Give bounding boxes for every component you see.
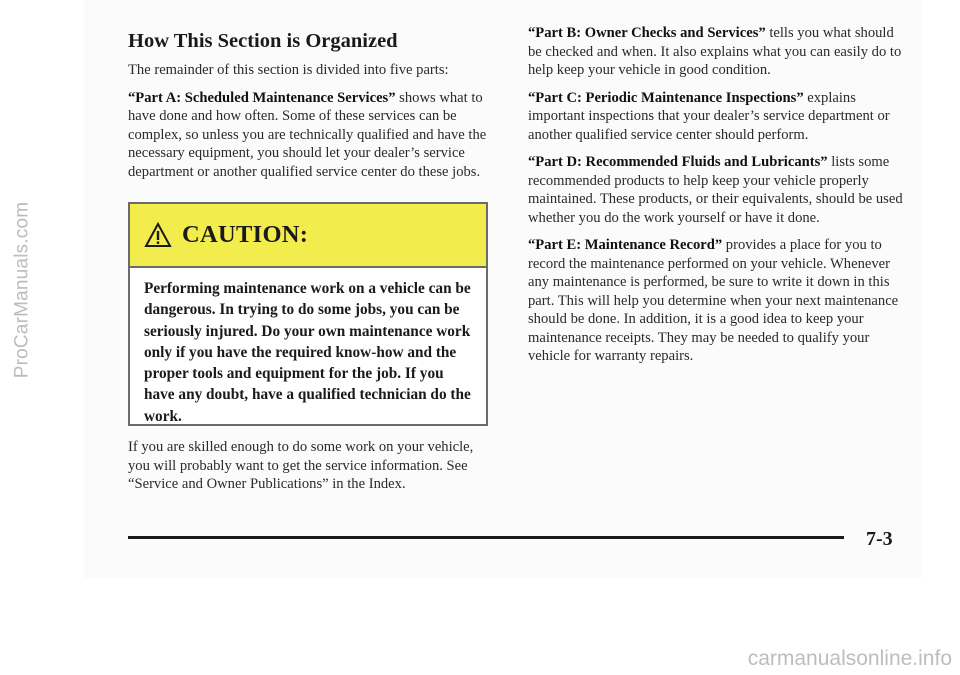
intro-paragraph: The remainder of this section is divided into five parts:	[128, 62, 449, 78]
warning-triangle-icon	[144, 221, 172, 249]
part-b-paragraph	[528, 24, 908, 80]
caution-title: CAUTION:	[182, 221, 309, 248]
section-heading: How This Section is Organized	[128, 30, 398, 52]
right-column	[528, 24, 908, 375]
part-e-paragraph	[528, 236, 908, 366]
part-d-lead: “Part D: Recommended Fluids and Lubricants”	[528, 154, 828, 170]
bottom-watermark: carmanualsonline.info	[747, 647, 952, 670]
part-c-paragraph	[528, 89, 908, 145]
part-e-text: provides a place for you to record the maintenance performed on your vehicle. Whenever any maintenance is performed, be sure to write it down in this part. This will help you determine when your next maintenance should be done. In addition, it is a good idea to keep your maintenance receipts. They may be needed to qualify your vehicle for warranty repairs.	[528, 237, 899, 364]
caution-header	[130, 204, 486, 268]
caution-body: Performing maintenance work on a vehicle can be dangerous. In trying to do some jobs, you can be seriously injured. Do your own maintenance work only if you have the required know-how and the proper tools and equipment for the job. If you have any doubt, have a qualified technician do the work.	[144, 280, 471, 425]
service-info-paragraph: If you are skilled enough to do some work on your vehicle, you will probably want to get the service information. See “Service and Owner Publications” in the Index.	[128, 439, 474, 492]
part-b-text: tells you what should be checked and when. It also explains what you can easily do to help keep your vehicle in good condition.	[528, 25, 902, 78]
footer-rule	[128, 536, 844, 539]
left-column	[128, 30, 488, 190]
part-c-lead: “Part C: Periodic Maintenance Inspections”	[528, 89, 804, 106]
part-e-lead: “Part E: Maintenance Record”	[528, 237, 723, 253]
part-a-paragraph	[128, 89, 488, 182]
part-d-paragraph	[528, 153, 908, 227]
page-number: 7-3	[866, 528, 893, 550]
side-watermark	[6, 120, 38, 460]
part-c-text: explains important inspections that your dealer’s service department or another qualified service center should perform.	[528, 89, 890, 143]
after-caution-block	[128, 438, 488, 503]
caution-box	[128, 202, 488, 426]
part-b-lead: “Part B: Owner Checks and Services”	[528, 25, 766, 41]
part-a-lead: “Part A: Scheduled Maintenance Services”	[128, 89, 396, 106]
part-a-text: shows what to have done and how often. Some of these services can be complex, so unless you are technically qualified and have the necessary equipment, you should let your dealer’s service department or another qualified service center do these jobs.	[128, 89, 487, 180]
side-watermark-text: ProCarManuals.com	[11, 201, 33, 379]
part-d-text: lists some recommended products to help keep your vehicle properly maintained. These products, or their equivalents, should be used whether you do the work yourself or have it done.	[528, 154, 903, 226]
